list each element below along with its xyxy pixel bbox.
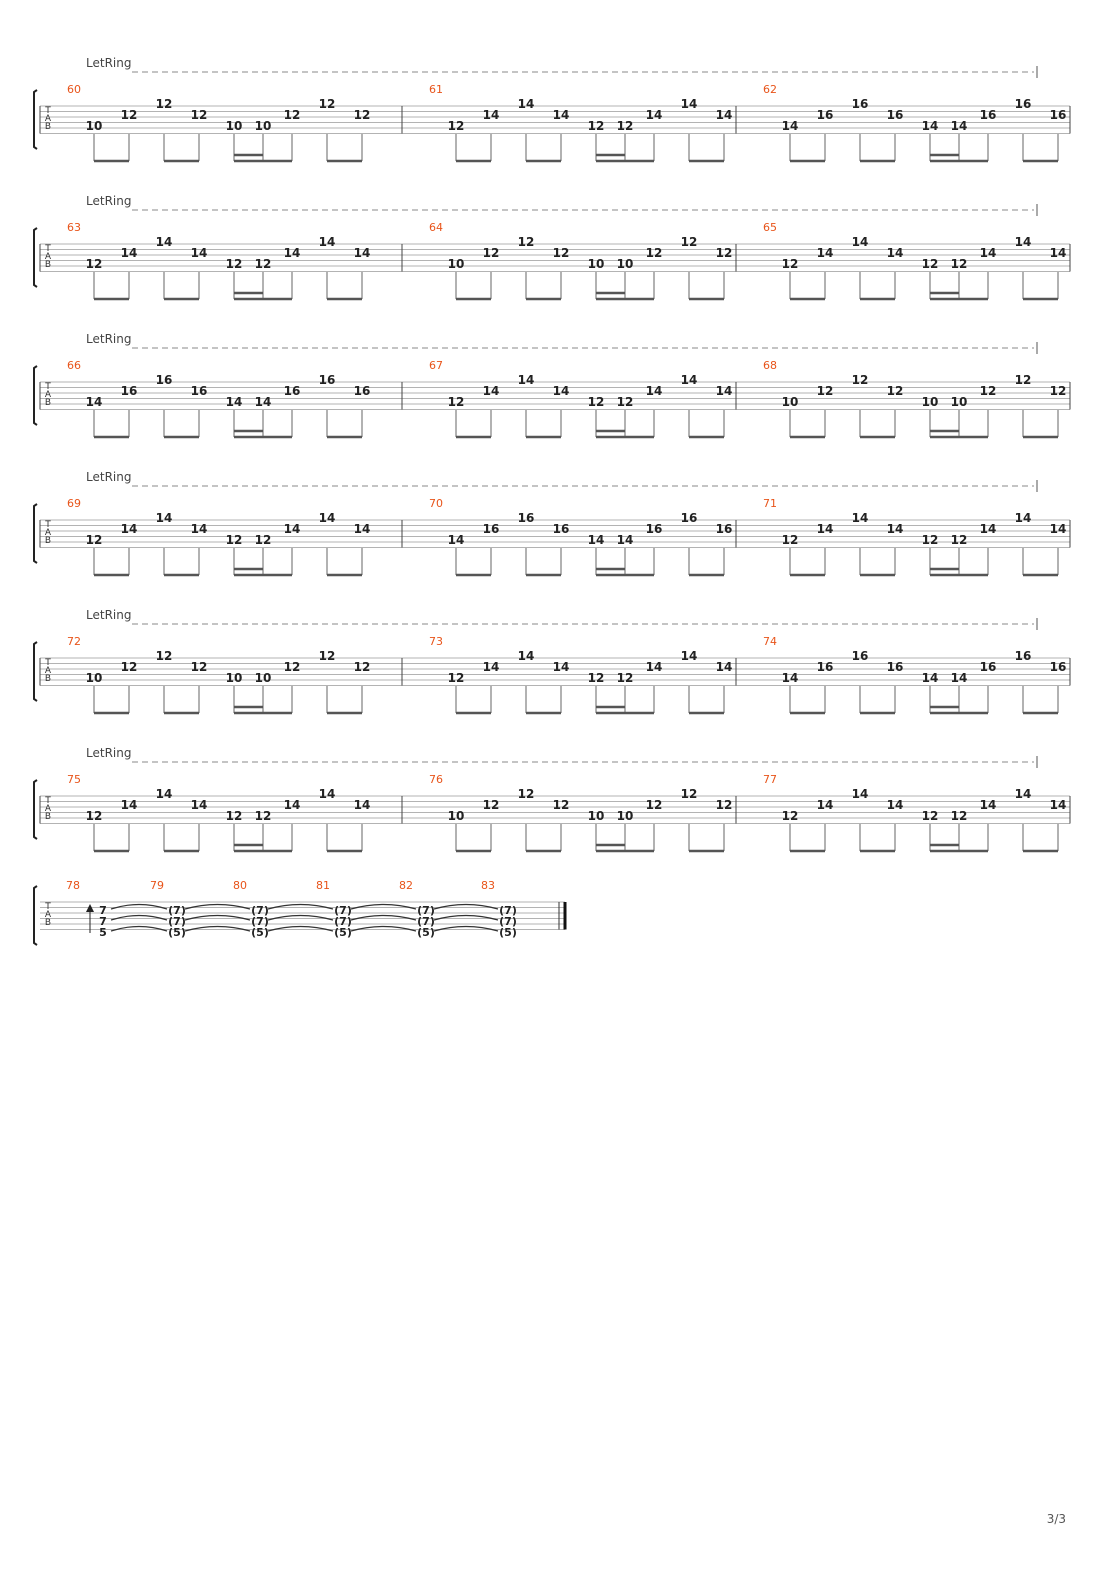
fret-number: 12 xyxy=(318,649,336,663)
fret-number: 12 xyxy=(447,119,465,133)
fret-number: 12 xyxy=(781,533,799,547)
fret-number: 10 xyxy=(921,395,939,409)
tie-arc xyxy=(185,927,250,932)
fret-number: 12 xyxy=(120,660,138,674)
tie-arc xyxy=(111,916,167,921)
measure-number: 73 xyxy=(429,635,443,648)
fret-number: 12 xyxy=(353,108,371,122)
measure-number: 74 xyxy=(763,635,777,648)
measure-number: 63 xyxy=(67,221,81,234)
tab-clef-letter: A xyxy=(44,804,52,814)
fret-number: 14 xyxy=(851,235,869,249)
tab-clef-letter: A xyxy=(44,252,52,262)
tab-clef-letter: T xyxy=(45,796,51,806)
fret-number: 10 xyxy=(616,809,634,823)
measure-number: 72 xyxy=(67,635,81,648)
fret-number: 16 xyxy=(816,108,834,122)
fret-number: 14 xyxy=(190,798,208,812)
fret-number: 14 xyxy=(645,384,663,398)
fret-number: 12 xyxy=(283,108,301,122)
fret-number: 16 xyxy=(190,384,208,398)
fret-number: 12 xyxy=(921,533,939,547)
tie-arc xyxy=(185,916,250,921)
let-ring-label: LetRing xyxy=(86,470,132,484)
fret-number: 14 xyxy=(552,660,570,674)
fret-number: 14 xyxy=(886,798,904,812)
fret-number: 14 xyxy=(1014,787,1032,801)
fret-number: 12 xyxy=(645,798,663,812)
fret-number: 14 xyxy=(120,246,138,260)
fret-number: 14 xyxy=(616,533,634,547)
fret-number: 10 xyxy=(254,119,272,133)
fret-number: 14 xyxy=(190,522,208,536)
fret-number: 14 xyxy=(155,787,173,801)
fret-number: (7) xyxy=(168,915,186,928)
fret-number: 16 xyxy=(1049,108,1067,122)
fret-number: 12 xyxy=(254,257,272,271)
fret-number: 12 xyxy=(921,257,939,271)
tab-clef-letter: T xyxy=(45,106,51,116)
fret-number: 5 xyxy=(99,926,107,939)
fret-number: 14 xyxy=(552,384,570,398)
tab-clef-letter: T xyxy=(45,382,51,392)
fret-number: 16 xyxy=(851,649,869,663)
fret-number: (5) xyxy=(334,926,352,939)
fret-number: 10 xyxy=(85,119,103,133)
fret-number: 12 xyxy=(979,384,997,398)
tie-arc xyxy=(111,927,167,932)
fret-number: 10 xyxy=(85,671,103,685)
fret-number: 16 xyxy=(318,373,336,387)
fret-number: (7) xyxy=(334,915,352,928)
measure-number: 67 xyxy=(429,359,443,372)
fret-number: 10 xyxy=(781,395,799,409)
fret-number: 14 xyxy=(190,246,208,260)
tab-clef-letter: T xyxy=(45,902,51,912)
fret-number: 14 xyxy=(587,533,605,547)
fret-number: 10 xyxy=(447,257,465,271)
fret-number: 16 xyxy=(482,522,500,536)
fret-number: 14 xyxy=(715,660,733,674)
fret-number: 12 xyxy=(447,395,465,409)
tie-arc xyxy=(351,916,416,921)
fret-number: 16 xyxy=(979,108,997,122)
fret-number: 16 xyxy=(1014,649,1032,663)
fret-number: 12 xyxy=(921,809,939,823)
tie-arc xyxy=(351,905,416,910)
fret-number: 14 xyxy=(353,798,371,812)
system-2-bracket xyxy=(34,228,37,287)
fret-number: 14 xyxy=(283,798,301,812)
fret-number: (5) xyxy=(499,926,517,939)
fret-number: 14 xyxy=(283,522,301,536)
system-5-bracket xyxy=(34,642,37,701)
fret-number: 12 xyxy=(781,257,799,271)
fret-number: 16 xyxy=(979,660,997,674)
fret-number: 16 xyxy=(645,522,663,536)
fret-number: 16 xyxy=(283,384,301,398)
measure-number: 77 xyxy=(763,773,777,786)
fret-number: 14 xyxy=(482,384,500,398)
tie-arc xyxy=(434,905,498,910)
fret-number: 10 xyxy=(447,809,465,823)
fret-number: 14 xyxy=(318,235,336,249)
fret-number: 14 xyxy=(482,660,500,674)
system-final-bracket xyxy=(34,886,37,945)
system-3-bracket xyxy=(34,366,37,425)
fret-number: 10 xyxy=(254,671,272,685)
measure-number: 78 xyxy=(66,879,80,892)
fret-number: 16 xyxy=(886,108,904,122)
fret-number: 12 xyxy=(225,533,243,547)
fret-number: 12 xyxy=(616,671,634,685)
fret-number: 12 xyxy=(680,235,698,249)
fret-number: 14 xyxy=(517,97,535,111)
fret-number: 16 xyxy=(851,97,869,111)
tab-clef-letter: T xyxy=(45,658,51,668)
measure-number: 70 xyxy=(429,497,443,510)
fret-number: 14 xyxy=(645,660,663,674)
fret-number: 7 xyxy=(99,915,107,928)
fret-number: 12 xyxy=(85,257,103,271)
fret-number: 16 xyxy=(816,660,834,674)
fret-number: 12 xyxy=(886,384,904,398)
fret-number: 10 xyxy=(950,395,968,409)
measure-number: 83 xyxy=(481,879,495,892)
fret-number: (5) xyxy=(417,926,435,939)
measure-number: 82 xyxy=(399,879,413,892)
fret-number: 14 xyxy=(979,522,997,536)
measure-number: 68 xyxy=(763,359,777,372)
fret-number: 16 xyxy=(715,522,733,536)
fret-number: 14 xyxy=(950,671,968,685)
tie-arc xyxy=(268,916,333,921)
fret-number: 12 xyxy=(715,798,733,812)
fret-number: 12 xyxy=(587,119,605,133)
measure-number: 76 xyxy=(429,773,443,786)
fret-number: 14 xyxy=(816,798,834,812)
measure-number: 64 xyxy=(429,221,443,234)
measure-number: 69 xyxy=(67,497,81,510)
tie-arc xyxy=(268,927,333,932)
fret-number: 14 xyxy=(517,373,535,387)
fret-number: (7) xyxy=(168,904,186,917)
measure-number: 81 xyxy=(316,879,330,892)
tie-arc xyxy=(351,927,416,932)
fret-number: 12 xyxy=(85,809,103,823)
fret-number: 12 xyxy=(616,395,634,409)
fret-number: 12 xyxy=(318,97,336,111)
fret-number: 12 xyxy=(353,660,371,674)
fret-number: 14 xyxy=(979,246,997,260)
fret-number: 12 xyxy=(190,108,208,122)
tie-arc xyxy=(434,927,498,932)
tab-clef-letter: B xyxy=(44,260,52,270)
fret-number: (7) xyxy=(499,915,517,928)
fret-number: 12 xyxy=(950,257,968,271)
fret-number: 14 xyxy=(318,787,336,801)
tab-clef-letter: B xyxy=(44,536,52,546)
fret-number: 14 xyxy=(645,108,663,122)
fret-number: 14 xyxy=(921,671,939,685)
fret-number: 14 xyxy=(886,246,904,260)
fret-number: 10 xyxy=(616,257,634,271)
fret-number: 12 xyxy=(482,798,500,812)
fret-number: 14 xyxy=(552,108,570,122)
measure-number: 62 xyxy=(763,83,777,96)
fret-number: 10 xyxy=(225,119,243,133)
fret-number: 16 xyxy=(552,522,570,536)
measure-number: 61 xyxy=(429,83,443,96)
page-number: 3/3 xyxy=(1046,1512,1066,1526)
measure-number: 79 xyxy=(150,879,164,892)
fret-number: 14 xyxy=(816,522,834,536)
fret-number: 14 xyxy=(781,671,799,685)
fret-number: 14 xyxy=(447,533,465,547)
measure-number: 66 xyxy=(67,359,81,372)
fret-number: 14 xyxy=(781,119,799,133)
fret-number: 16 xyxy=(517,511,535,525)
tab-clef-letter: T xyxy=(45,520,51,530)
fret-number: 14 xyxy=(1049,798,1067,812)
measure-number: 65 xyxy=(763,221,777,234)
let-ring-label: LetRing xyxy=(86,332,132,346)
fret-number: 14 xyxy=(680,649,698,663)
fret-number: 14 xyxy=(120,522,138,536)
tie-arc xyxy=(111,905,167,910)
fret-number: 14 xyxy=(283,246,301,260)
tie-arc xyxy=(268,905,333,910)
fret-number: 12 xyxy=(447,671,465,685)
fret-number: 12 xyxy=(587,671,605,685)
measure-number: 71 xyxy=(763,497,777,510)
fret-number: 10 xyxy=(225,671,243,685)
fret-number: 14 xyxy=(225,395,243,409)
fret-number: 14 xyxy=(851,511,869,525)
system-1-bracket xyxy=(34,90,37,149)
let-ring-label: LetRing xyxy=(86,746,132,760)
arpeggio-arrow-head xyxy=(86,904,94,912)
fret-number: 12 xyxy=(120,108,138,122)
fret-number: 14 xyxy=(155,511,173,525)
fret-number: 14 xyxy=(155,235,173,249)
fret-number: 12 xyxy=(1014,373,1032,387)
fret-number: (7) xyxy=(251,904,269,917)
fret-number: 12 xyxy=(950,533,968,547)
fret-number: 12 xyxy=(816,384,834,398)
fret-number: 14 xyxy=(1049,522,1067,536)
fret-number: (7) xyxy=(499,904,517,917)
fret-number: 14 xyxy=(85,395,103,409)
fret-number: 14 xyxy=(1014,235,1032,249)
tie-arc xyxy=(185,905,250,910)
fret-number: 14 xyxy=(851,787,869,801)
system-4-bracket xyxy=(34,504,37,563)
let-ring-label: LetRing xyxy=(86,194,132,208)
tab-clef-letter: B xyxy=(44,674,52,684)
fret-number: 12 xyxy=(283,660,301,674)
fret-number: 12 xyxy=(587,395,605,409)
fret-number: 14 xyxy=(353,246,371,260)
fret-number: 10 xyxy=(587,257,605,271)
fret-number: 12 xyxy=(225,257,243,271)
fret-number: (7) xyxy=(417,915,435,928)
fret-number: 14 xyxy=(680,97,698,111)
fret-number: 14 xyxy=(482,108,500,122)
fret-number: 12 xyxy=(552,798,570,812)
tab-clef-letter: T xyxy=(45,244,51,254)
fret-number: 14 xyxy=(816,246,834,260)
tab-clef-letter: A xyxy=(44,910,52,920)
fret-number: 12 xyxy=(155,649,173,663)
fret-number: 12 xyxy=(254,533,272,547)
fret-number: 12 xyxy=(950,809,968,823)
fret-number: 14 xyxy=(120,798,138,812)
fret-number: (5) xyxy=(168,926,186,939)
fret-number: 12 xyxy=(1049,384,1067,398)
fret-number: 12 xyxy=(552,246,570,260)
fret-number: 14 xyxy=(979,798,997,812)
fret-number: 16 xyxy=(1049,660,1067,674)
fret-number: 14 xyxy=(886,522,904,536)
fret-number: 12 xyxy=(85,533,103,547)
tab-clef-letter: A xyxy=(44,528,52,538)
fret-number: 14 xyxy=(1049,246,1067,260)
fret-number: (7) xyxy=(334,904,352,917)
fret-number: 12 xyxy=(851,373,869,387)
fret-number: 7 xyxy=(99,904,107,917)
fret-number: 12 xyxy=(155,97,173,111)
fret-number: 14 xyxy=(680,373,698,387)
measure-number: 75 xyxy=(67,773,81,786)
fret-number: 14 xyxy=(921,119,939,133)
tab-clef-letter: B xyxy=(44,812,52,822)
fret-number: 14 xyxy=(950,119,968,133)
fret-number: 16 xyxy=(886,660,904,674)
fret-number: 12 xyxy=(190,660,208,674)
fret-number: 12 xyxy=(781,809,799,823)
fret-number: 14 xyxy=(353,522,371,536)
fret-number: 12 xyxy=(616,119,634,133)
tab-clef-letter: A xyxy=(44,114,52,124)
let-ring-label: LetRing xyxy=(86,56,132,70)
tab-clef-letter: A xyxy=(44,390,52,400)
fret-number: (7) xyxy=(251,915,269,928)
fret-number: 14 xyxy=(517,649,535,663)
fret-number: 12 xyxy=(517,787,535,801)
fret-number: 12 xyxy=(254,809,272,823)
tab-clef-letter: B xyxy=(44,918,52,928)
fret-number: 12 xyxy=(225,809,243,823)
fret-number: 16 xyxy=(1014,97,1032,111)
fret-number: 16 xyxy=(680,511,698,525)
fret-number: 14 xyxy=(715,108,733,122)
fret-number: 12 xyxy=(715,246,733,260)
tab-clef-letter: A xyxy=(44,666,52,676)
measure-number: 60 xyxy=(67,83,81,96)
fret-number: 16 xyxy=(155,373,173,387)
fret-number: 14 xyxy=(318,511,336,525)
tab-clef-letter: B xyxy=(44,122,52,132)
let-ring-label: LetRing xyxy=(86,608,132,622)
tab-clef-letter: B xyxy=(44,398,52,408)
measure-number: 80 xyxy=(233,879,247,892)
fret-number: 12 xyxy=(680,787,698,801)
fret-number: 12 xyxy=(517,235,535,249)
system-6-bracket xyxy=(34,780,37,839)
fret-number: 14 xyxy=(1014,511,1032,525)
tie-arc xyxy=(434,916,498,921)
fret-number: 12 xyxy=(645,246,663,260)
fret-number: 16 xyxy=(120,384,138,398)
fret-number: (7) xyxy=(417,904,435,917)
fret-number: 14 xyxy=(715,384,733,398)
fret-number: 14 xyxy=(254,395,272,409)
fret-number: 12 xyxy=(482,246,500,260)
fret-number: 10 xyxy=(587,809,605,823)
fret-number: 16 xyxy=(353,384,371,398)
fret-number: (5) xyxy=(251,926,269,939)
